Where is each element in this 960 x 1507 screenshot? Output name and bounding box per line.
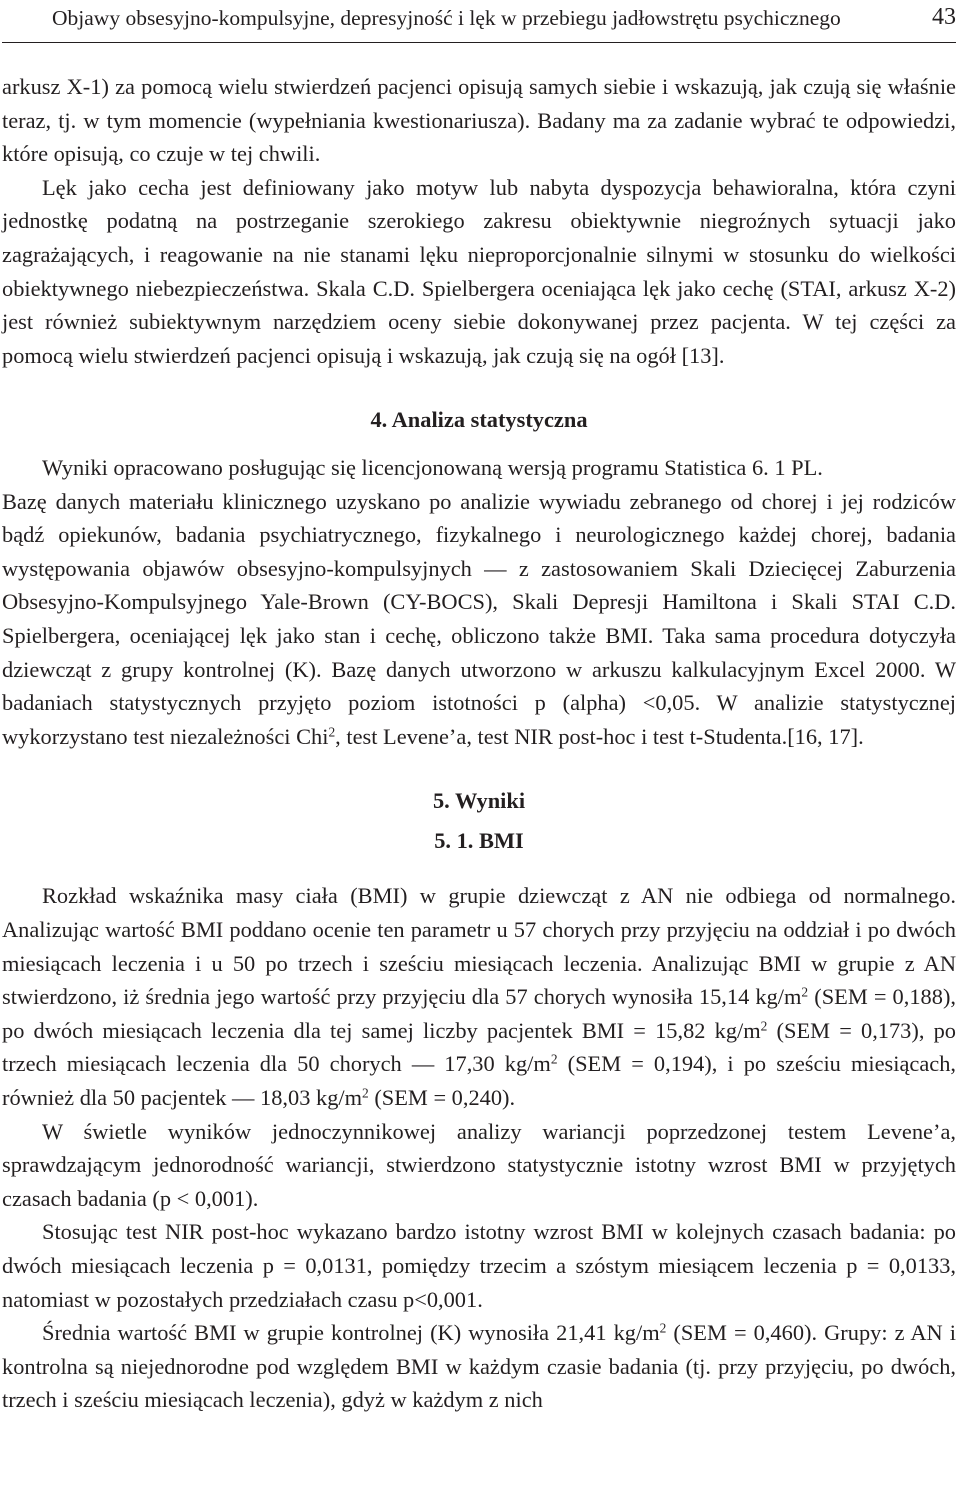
subsection-heading-bmi: 5. 1. BMI — [434, 827, 524, 853]
bmi-control-text-end: (SEM = 0,460). Grupy: z AN i kontrolna są niejednorodne pod względem BMI w każdym czasie badania (tj. przy przyjęciu, po dwóch, trzech i sześciu miesiącach leczenia), gdyż w każdym z nich — [2, 1320, 956, 1413]
bmi-control-text: Średnia wartość BMI w grupie kontrolnej (K) wynosiła 21,41 kg/m — [42, 1320, 660, 1346]
bmi-text-part-3: (SEM = 0,173), po trzech miesiącach leczenia dla 50 chorych — 17,30 kg/m — [2, 1017, 956, 1077]
paragraph-continuation: arkusz X-1) za pomocą wielu stwierdzeń pacjenci opisują samych siebie i wskazują, jak czują się właśnie teraz, tj. w tym momencie (wypełniania kwestionariusza). Badany ma za zadanie wybrać te odpowiedzi, które opisują, co czuje w tej chwili. — [2, 74, 956, 167]
section-heading-results: 5. Wyniki — [432, 788, 526, 814]
bmi-text-part-2: (SEM = 0,188), po dwóch miesiącach leczenia dla tej samej liczby pacjentek BMI = 15,82 kg/m — [2, 984, 956, 1043]
section-heading-statistics: 4. Analiza statystyczna — [370, 407, 588, 433]
superscript: 2 — [659, 1320, 667, 1336]
statistics-methods-end: , test Levene’a, test NIR post-hoc i test t-Studenta.[16, 17]. — [335, 723, 864, 749]
superscript: 2 — [328, 724, 336, 740]
superscript: 2 — [550, 1052, 558, 1068]
statistics-methods-text: Bazę danych materiału klinicznego uzyskano po analizie wywiadu zebranego od chorej i jej rodziców bądź opiekunów, badania psychiatrycznego, fizykalnego i neurologicznego każdej chorej, badania występowania objawów obsesyjno-kompulsyjnych — z zastosowaniem Skali Dziecięcej Zaburzenia Obsesyjno-Kompulsyjnego Yale-Brown (CY-BOCS), Skali Depresji Hamiltona i Skali STAI C.D. Spielbergera, oceniającej lęk jako stan i cechę, obliczono także BMI. Taka sama procedura dotyczyła dziewcząt z grupy kontrolnej (K). Bazę danych utworzono w arkuszu kalkulacyjnym Excel 2000. W badaniach statystycznych przyjęto poziom istotności p (alpha) <0,05. W analizie statystycznej wykorzystano test niezależności Chi — [2, 488, 956, 749]
running-title: Objawy obsesyjno-kompulsyjne, depresyjność i lęk w przebiegu jadłowstrętu psychicznego — [52, 6, 841, 30]
superscript: 2 — [362, 1085, 369, 1101]
bmi-text-part-1: Rozkład wskaźnika masy ciała (BMI) w grupie dziewcząt z AN nie odbiega od normalnego. Analizując wartość BMI poddano ocenie ten parametr u 57 chorych przy przyjęciu na oddział i po dwóch miesiącach leczenia i u 50 po trzech i sześciu miesiącach leczenia. Analizując BMI w grupie z AN stwierdzono, iż średnia jego wartość przy przyjęciu dla 57 chorych wynosiła 15,14 kg/m — [2, 883, 956, 1010]
bmi-text-part-4: (SEM = 0,194), i po sześciu miesiącach, również dla 50 pacjentek — 18,03 kg/m — [2, 1051, 956, 1111]
superscript: 2 — [760, 1018, 768, 1034]
bmi-text-part-5: (SEM = 0,240). — [368, 1085, 516, 1111]
paragraph-bmi-control — [2, 1316, 956, 1417]
paragraph-bmi-distribution — [2, 879, 956, 1114]
paragraph-statistics-software: Wyniki opracowano posługując się licencjonowaną wersją programu Statistica 6. 1 PL. — [42, 454, 823, 480]
running-header — [2, 0, 956, 43]
article-body — [2, 70, 956, 1417]
paragraph-statistics-methods — [2, 485, 956, 754]
superscript: 2 — [801, 984, 809, 1000]
paragraph-bmi-anova: W świetle wyników jednoczynnikowej analizy wariancji poprzedzonej testem Levene’a, sprawdzającym jednorodność wariancji, stwierdzono statystycznie istotny wzrost BMI w przyjętych czasach badania (p < 0,001). — [2, 1118, 956, 1211]
paragraph-anxiety-trait: Lęk jako cecha jest definiowany jako motyw lub nabyta dyspozycja behawioralna, która czyni jednostkę podatną na postrzeganie szerokiego zakresu obiektywnie niegroźnych sytuacji jako zagrażających, i reagowanie na nie stanami lęku nieproporcjonalnie silnymi w stosunku do wielkości obiektywnego niebezpieczeństwa. Skala C.D. Spielbergera oceniająca lęk jako cechę (STAI, arkusz X-2) jest również subiektywnym narzędziem oceny siebie dokonywanej przez pacjenta. W tej części za pomocą wielu stwierdzeń pacjenci opisują i wskazują, jak czują się na ogół [13]. — [2, 174, 956, 368]
paragraph-bmi-post-hoc: Stosując test NIR post-hoc wykazano bardzo istotny wzrost BMI w kolejnych czasach badania: po dwóch miesiącach leczenia p = 0,0131, pomiędzy trzecim a szóstym miesiącem leczenia p = 0,0133, natomiast w pozostałych przedziałach czasu p<0,001. — [2, 1219, 956, 1312]
page-number: 43 — [932, 4, 956, 30]
